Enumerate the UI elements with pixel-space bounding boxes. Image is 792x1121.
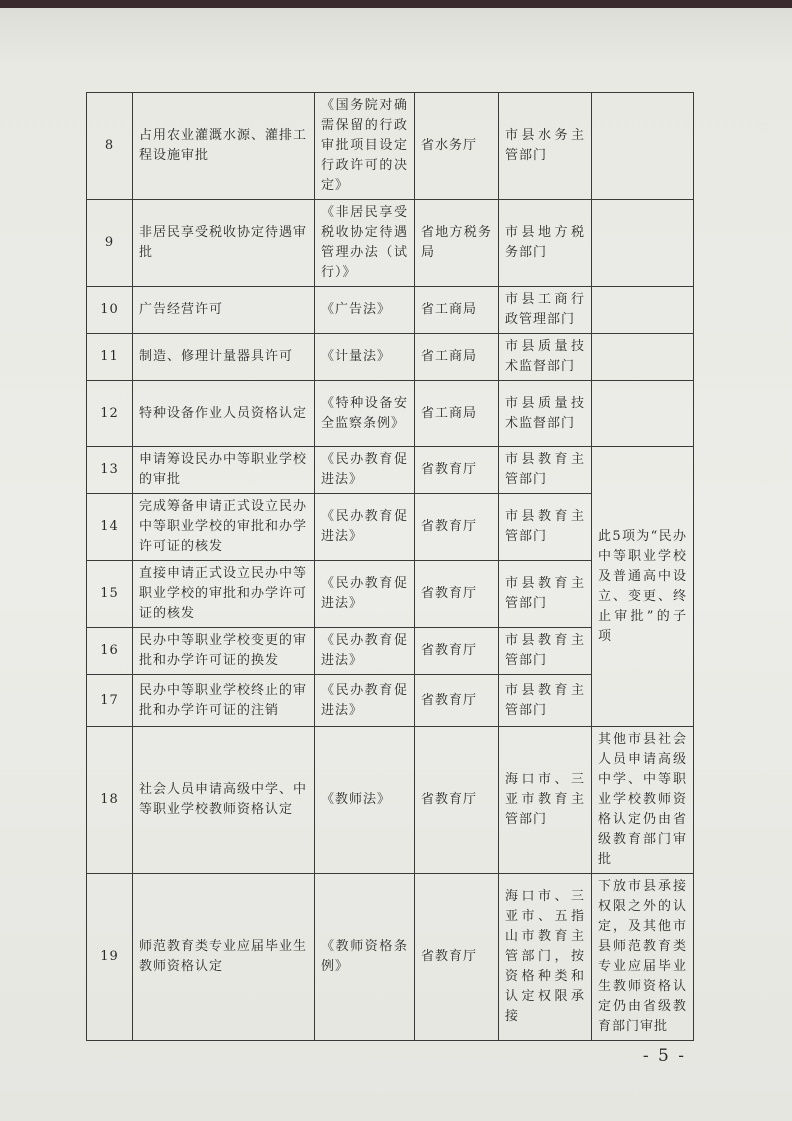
city-dept: 市县工商行政管理部门: [499, 287, 592, 334]
provincial-dept: 省工商局: [415, 381, 499, 447]
legal-basis: 《广告法》: [315, 287, 415, 334]
remark: [592, 287, 694, 334]
row-number: 13: [87, 447, 133, 494]
provincial-dept: 省教育厅: [415, 447, 499, 494]
remark: 下放市县承接权限之外的认定，及其他市县师范教育类专业应届毕业生教师资格认定仍由省级教育部门审批: [592, 874, 694, 1041]
table-row: [87, 381, 694, 447]
row-number: 15: [87, 561, 133, 628]
table-row: [87, 727, 694, 874]
city-dept: 市县教育主管部门: [499, 447, 592, 494]
remark: [592, 93, 694, 200]
item-name: 完成筹备申请正式设立民办中等职业学校的审批和办学许可证的核发: [133, 494, 315, 561]
city-dept: 海口市、三亚市教育主管部门: [499, 727, 592, 874]
provincial-dept: 省教育厅: [415, 628, 499, 675]
row-number: 16: [87, 628, 133, 675]
city-dept: 市县教育主管部门: [499, 628, 592, 675]
legal-basis: 《民办教育促进法》: [315, 628, 415, 675]
row-number: 17: [87, 675, 133, 727]
legal-basis: 《特种设备安全监察条例》: [315, 381, 415, 447]
city-dept: 市县教育主管部门: [499, 675, 592, 727]
table-row: [87, 874, 694, 1041]
row-number: 8: [87, 93, 133, 200]
item-name: 占用农业灌溉水源、灌排工程设施审批: [133, 93, 315, 200]
table-row: [87, 200, 694, 287]
legal-basis: 《教师法》: [315, 727, 415, 874]
city-dept: 市县质量技术监督部门: [499, 334, 592, 381]
item-name: 制造、修理计量器具许可: [133, 334, 315, 381]
city-dept: 市县教育主管部门: [499, 561, 592, 628]
row-number: 12: [87, 381, 133, 447]
row-number: 18: [87, 727, 133, 874]
provincial-dept: 省工商局: [415, 334, 499, 381]
row-number: 19: [87, 874, 133, 1041]
table-row: [87, 334, 694, 381]
legal-basis: 《国务院对确需保留的行政审批项目设定行政许可的决定》: [315, 93, 415, 200]
legal-basis: 《计量法》: [315, 334, 415, 381]
remark: [592, 200, 694, 287]
remark: 其他市县社会人员申请高级中学、中等职业学校教师资格认定仍由省级教育部门审批: [592, 727, 694, 874]
table-row: [87, 287, 694, 334]
city-dept: 市县质量技术监督部门: [499, 381, 592, 447]
city-dept: 市县水务主管部门: [499, 93, 592, 200]
page-number: - 5 -: [642, 1046, 686, 1066]
city-dept: 市县地方税务部门: [499, 200, 592, 287]
table-row: [87, 447, 694, 494]
legal-basis: 《教师资格条例》: [315, 874, 415, 1041]
provincial-dept: 省地方税务局: [415, 200, 499, 287]
item-name: 社会人员申请高级中学、中等职业学校教师资格认定: [133, 727, 315, 874]
row-number: 14: [87, 494, 133, 561]
city-dept: 市县教育主管部门: [499, 494, 592, 561]
provincial-dept: 省教育厅: [415, 727, 499, 874]
item-name: 非居民享受税收协定待遇审批: [133, 200, 315, 287]
item-name: 特种设备作业人员资格认定: [133, 381, 315, 447]
item-name: 申请筹设民办中等职业学校的审批: [133, 447, 315, 494]
provincial-dept: 省教育厅: [415, 675, 499, 727]
table-row: [87, 93, 694, 200]
legal-basis: 《非居民享受税收协定待遇管理办法（试行）》: [315, 200, 415, 287]
approval-items-table: [86, 92, 694, 1041]
legal-basis: 《民办教育促进法》: [315, 561, 415, 628]
merged-remark: 此5项为“民办中等职业学校及普通高中设立、变更、终止审批”的子项: [592, 447, 694, 727]
legal-basis: 《民办教育促进法》: [315, 447, 415, 494]
item-name: 民办中等职业学校终止的审批和办学许可证的注销: [133, 675, 315, 727]
row-number: 10: [87, 287, 133, 334]
provincial-dept: 省教育厅: [415, 561, 499, 628]
row-number: 11: [87, 334, 133, 381]
city-dept: 海口市、三亚市、五指山市教育主管部门，按资格种类和认定权限承接: [499, 874, 592, 1041]
legal-basis: 《民办教育促进法》: [315, 494, 415, 561]
item-name: 民办中等职业学校变更的审批和办学许可证的换发: [133, 628, 315, 675]
page-top-edge: [0, 0, 792, 8]
item-name: 直接申请正式设立民办中等职业学校的审批和办学许可证的核发: [133, 561, 315, 628]
provincial-dept: 省工商局: [415, 287, 499, 334]
legal-basis: 《民办教育促进法》: [315, 675, 415, 727]
provincial-dept: 省教育厅: [415, 494, 499, 561]
provincial-dept: 省水务厅: [415, 93, 499, 200]
row-number: 9: [87, 200, 133, 287]
item-name: 师范教育类专业应届毕业生教师资格认定: [133, 874, 315, 1041]
remark: [592, 381, 694, 447]
provincial-dept: 省教育厅: [415, 874, 499, 1041]
remark: [592, 334, 694, 381]
item-name: 广告经营许可: [133, 287, 315, 334]
